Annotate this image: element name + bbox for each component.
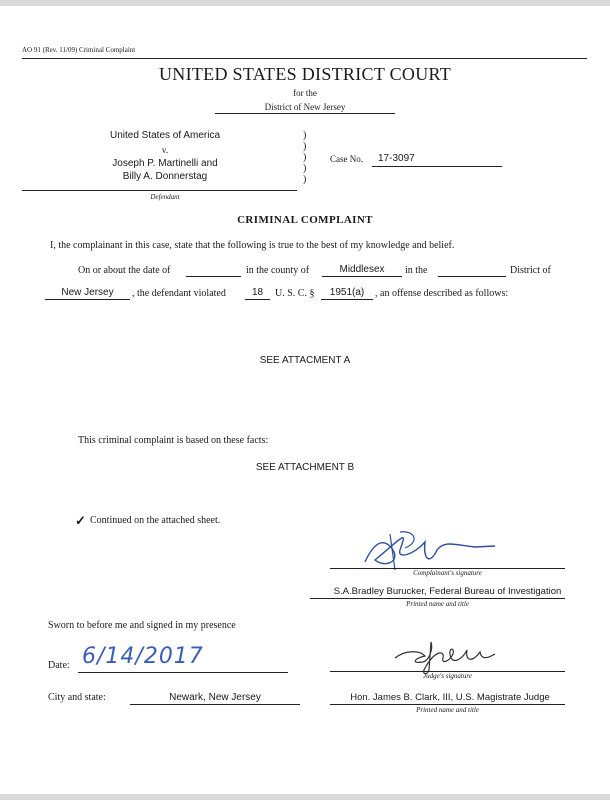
in-the-label: in the [405,265,428,276]
bracket: ) [303,141,307,152]
printed-name-label-1: Printed name and title [406,600,469,608]
court-title: UNITED STATES DISTRICT COURT [158,64,452,84]
versus: v. [161,145,169,155]
case-number: 17-3097 [378,153,415,164]
bracket: ) [303,152,307,163]
defendant-1: Joseph P. Martinelli and [112,158,218,169]
attachment-a: SEE ATTACMENT A [259,355,351,366]
bracket: ) [303,130,307,141]
section-value: 1951(a) [329,287,365,298]
attachment-b: SEE ATTACHMENT B [255,462,355,473]
judge-sig-label: Judge's signature [423,672,472,680]
continued-checkbox[interactable]: ✓ [75,513,86,528]
bracket: ) [303,174,307,185]
judge-name-line [330,704,565,705]
date-label: Date: [48,660,70,671]
county-label: in the county of [246,265,310,276]
scan-border-top [0,0,610,6]
facts-intro: This criminal complaint is based on these facts: [78,435,269,446]
title-number: 18 [251,287,264,298]
defendant-violated: , the defendant violated [132,288,226,299]
on-or-about-label: On or about the date of [78,265,171,276]
date-field[interactable] [186,276,241,277]
date-value: 6/14/2017 [82,644,204,669]
district-field[interactable] [438,276,506,277]
judge-name: Hon. James B. Clark, III, U.S. Magistrate Judge [350,692,550,703]
caption-brackets [303,130,306,185]
intro-statement: I, the complainant in this case, state that the following is true to the best of my knowledge and belief. [50,240,455,251]
date-sign-line [78,672,288,673]
sworn-statement: Sworn to before me and signed in my presence [48,620,236,631]
case-label: Case No. [330,154,363,164]
printed-name-label-2: Printed name and title [416,706,479,714]
title-field[interactable] [245,299,270,300]
caption-rule [22,190,297,191]
state-field[interactable] [45,299,130,300]
defendant-label: Defendant [150,193,180,201]
usc-label: U. S. C. § [275,288,315,299]
district-rule [215,113,395,114]
section-field[interactable] [321,299,373,300]
offense-text: , an offense described as follows: [375,288,509,299]
case-number-rule [372,166,502,167]
bracket: ) [303,163,307,174]
plaintiff: United States of America [109,130,221,141]
city-value: Newark, New Jersey [169,692,261,703]
complainant-name-line [310,598,565,599]
complaint-heading: CRIMINAL COMPLAINT [237,214,373,226]
scan-border-bottom [0,794,610,800]
city-line [130,704,300,705]
form-id-rule [22,58,587,59]
defendant-2: Billy A. Donnerstag [122,171,208,182]
continued-label: Continued on the attached sheet. [90,515,221,526]
state-value: New Jersey [61,287,114,298]
complainant-sig-label: Complainant's signature [413,569,482,577]
county-value: Middlesex [339,264,385,275]
complainant-name: S.A.Bradley Burucker, Federal Bureau of Investigation [333,586,562,597]
county-field[interactable] [322,276,402,277]
form-id: AO 91 (Rev. 11/09) Criminal Complaint [22,46,136,54]
district-of-label: District of [510,265,551,276]
district-name: District of New Jersey [264,102,346,112]
for-the: for the [293,88,317,98]
city-label: City and state: [48,692,106,703]
